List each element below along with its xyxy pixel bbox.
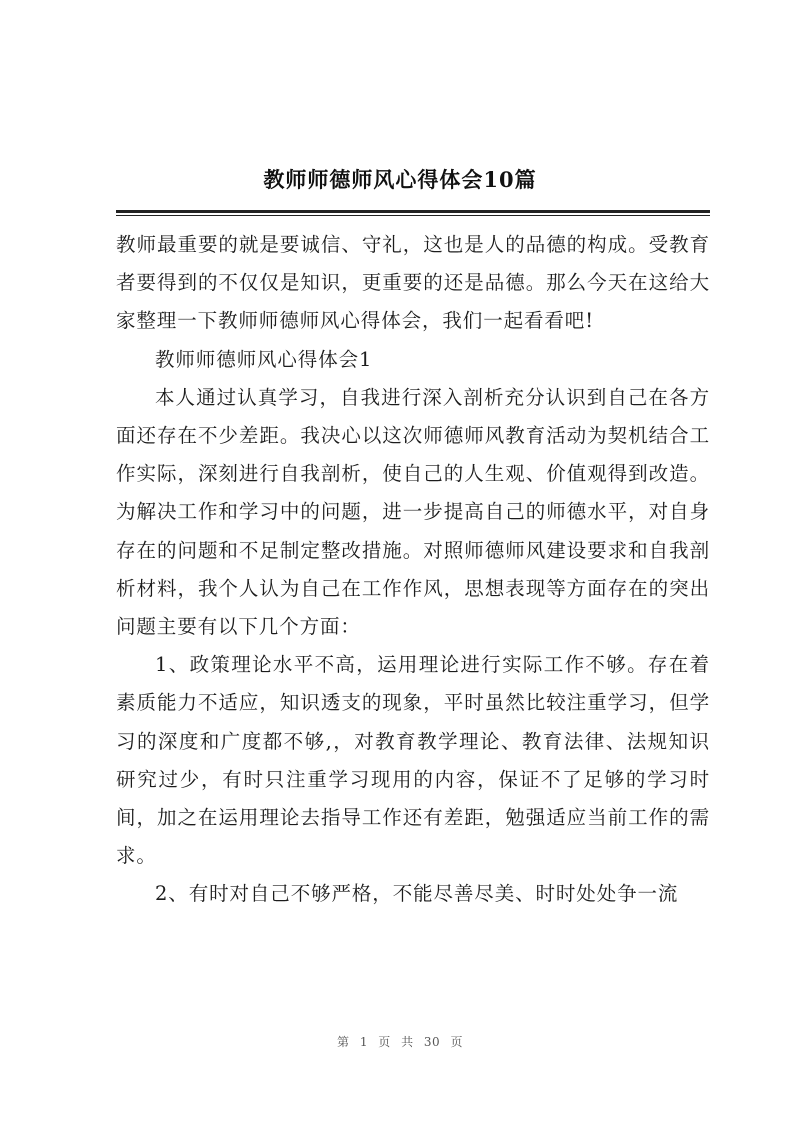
- section-heading: 教师师德师风心得体会1: [155, 347, 373, 371]
- page-number-footer: 第 1 页 共 30 页: [337, 1035, 463, 1049]
- title-divider-thin: [116, 215, 710, 216]
- paragraph: 1、政策理论水平不高，运用理论进行实际工作不够。存在着素质能力不适应，知识透支的现象，平时虽然比较注重学习，但学习的深度和广度都不够,，对教育教学理论、教育法律、法规知识研究过少，有时只注重学习现用的内容，保证不了足够的学习时间，加之在运用理论去指导工作还有差距，勉强适应当前工作的需求。: [116, 653, 710, 868]
- document-body: [116, 226, 710, 914]
- title-divider-thick: [116, 210, 710, 213]
- paragraph: 2、有时对自己不够严格，不能尽善尽美、时时处处争一流: [155, 882, 679, 906]
- paragraph: 本人通过认真学习，自我进行深入剖析充分认识到自己在各方面还存在不少差距。我决心以这次师德师风教育活动为契机结合工作实际，深刻进行自我剖析，使自己的人生观、价值观得到改造。为解决工作和学习中的问题，进一步提高自己的师德水平，对自身存在的问题和不足制定整改措施。对照师德师风建设要求和自我剖析材料，我个人认为自己在工作作风，思想表现等方面存在的突出问题主要有以下几个方面：: [116, 385, 710, 639]
- document-title: 教师师德师风心得体会10篇: [263, 167, 537, 192]
- paragraph-intro: 教师最重要的就是要诚信、守礼，这也是人的品德的构成。受教育者要得到的不仅仅是知识，更重要的还是品德。那么今天在这给大家整理一下教师师德师风心得体会，我们一起看看吧!: [116, 233, 710, 333]
